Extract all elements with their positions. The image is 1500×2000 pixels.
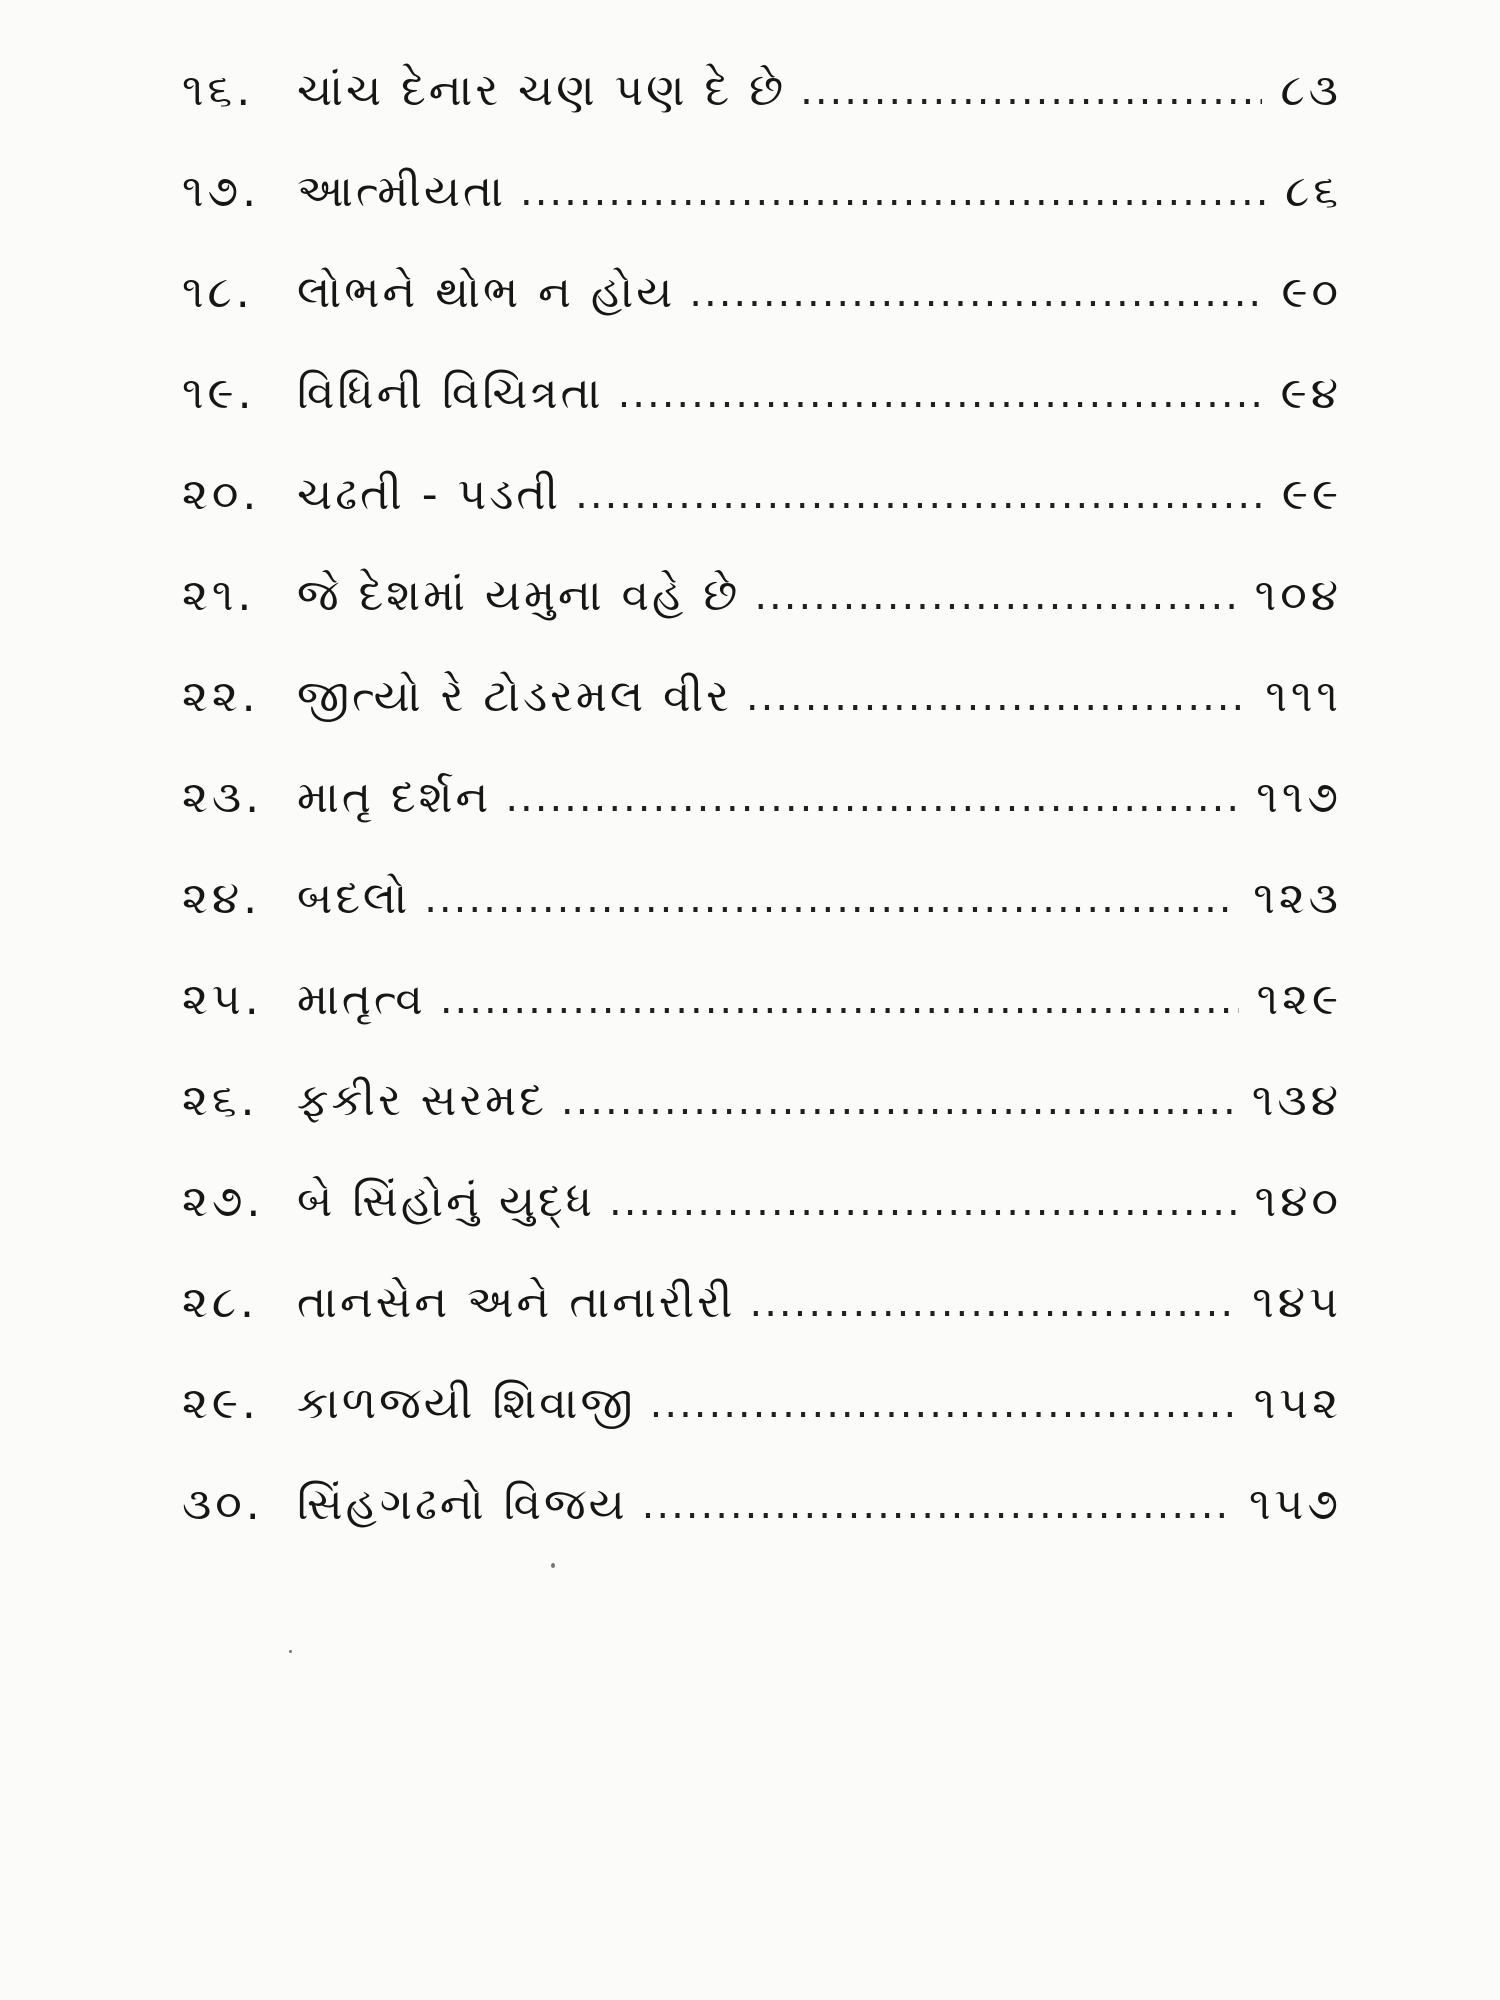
page-number: ૧૧૧ <box>1265 670 1342 722</box>
page-number: ૧૦૪ <box>1254 569 1342 621</box>
chapter-number: ૩૦. <box>182 1478 264 1530</box>
chapter-title: જે દેશમાં યમુના વહે છે <box>297 569 741 621</box>
dot-leader <box>746 677 1247 717</box>
page-number: ૯૦ <box>1281 266 1342 318</box>
scan-speck <box>289 1650 292 1653</box>
dot-leader <box>520 172 1267 212</box>
chapter-number: ૧૯. <box>182 367 256 419</box>
dot-leader <box>650 1384 1236 1424</box>
chapter-number: ૨૦. <box>182 468 261 520</box>
table-of-contents <box>182 40 1342 1555</box>
chapter-number: ૨૩. <box>182 771 264 823</box>
chapter-number: ૨૫. <box>182 973 263 1025</box>
chapter-title: ચાંચ દેનાર ચણ પણ દે છે <box>297 64 787 116</box>
page-number: ૧૫૭ <box>1248 1478 1342 1530</box>
page-number: ૧૪૫ <box>1252 1276 1342 1328</box>
dot-leader <box>618 374 1263 414</box>
dot-leader <box>800 71 1262 111</box>
chapter-title: લોભને થોભ ન હોય <box>297 266 676 318</box>
chapter-number: ૧૭. <box>182 165 261 217</box>
chapter-title: બે સિંહોનું યુદ્ધ <box>297 1175 595 1227</box>
chapter-number: ૨૮. <box>182 1276 259 1328</box>
toc-entry[interactable] <box>182 949 1342 1050</box>
dot-leader <box>689 273 1263 313</box>
page-number: ૧૩૪ <box>1251 1074 1342 1126</box>
page-number: ૧૧૭ <box>1256 771 1342 823</box>
page-number: ૧૨૯ <box>1256 973 1342 1025</box>
toc-entry[interactable] <box>182 1050 1342 1151</box>
dot-leader <box>609 1182 1237 1222</box>
chapter-title: બદલો <box>297 872 411 924</box>
chapter-number: ૨૯. <box>182 1377 260 1429</box>
page-number: ૯૪ <box>1280 367 1342 419</box>
chapter-number: ૧૮. <box>182 266 254 318</box>
chapter-title: ફકીર સરમદ <box>297 1074 547 1126</box>
toc-entry[interactable] <box>182 1252 1342 1353</box>
chapter-number: ૧૬. <box>182 64 255 116</box>
chapter-title: માતૃત્વ <box>297 973 426 1025</box>
chapter-title: જીત્યો રે ટોડરમલ વીર <box>297 670 732 722</box>
toc-entry[interactable] <box>182 343 1342 444</box>
chapter-title: માતૃ દર્શન <box>297 771 492 823</box>
chapter-title: તાનસેન અને તાનારીરી <box>297 1276 736 1328</box>
page-number: ૧૨૩ <box>1253 872 1342 924</box>
chapter-number: ૨૭. <box>182 1175 265 1227</box>
page-number: ૯૯ <box>1281 468 1342 520</box>
toc-entry[interactable] <box>182 545 1342 646</box>
chapter-number: ૨૨. <box>182 670 260 722</box>
toc-entry[interactable] <box>182 242 1342 343</box>
toc-entry[interactable] <box>182 1454 1342 1555</box>
toc-entry[interactable] <box>182 848 1342 949</box>
dot-leader <box>642 1485 1231 1525</box>
chapter-title: સિંહગઢનો વિજય <box>297 1478 628 1530</box>
dot-leader <box>561 1081 1234 1121</box>
page-number: ૧૪૦ <box>1254 1175 1342 1227</box>
dot-leader <box>575 475 1264 515</box>
dot-leader <box>754 576 1236 616</box>
toc-entry[interactable] <box>182 444 1342 545</box>
dot-leader <box>505 778 1238 818</box>
page-number: ૮૬ <box>1285 165 1342 217</box>
page-number: ૧૫૨ <box>1253 1377 1342 1429</box>
toc-entry[interactable] <box>182 646 1342 747</box>
page-number: ૮૩ <box>1280 64 1342 116</box>
chapter-title: આત્મીયતા <box>297 165 506 217</box>
chapter-title: વિધિની વિચિત્રતા <box>297 367 604 419</box>
toc-entry[interactable] <box>182 141 1342 242</box>
toc-entry[interactable] <box>182 40 1342 141</box>
dot-leader <box>440 980 1239 1020</box>
chapter-title: ચઢતી - પડતી <box>297 468 562 520</box>
dot-leader <box>750 1283 1235 1323</box>
scan-speck <box>551 1563 555 1568</box>
chapter-title: કાળજયી શિવાજી <box>297 1377 636 1429</box>
toc-entry[interactable] <box>182 1353 1342 1454</box>
toc-entry[interactable] <box>182 747 1342 848</box>
chapter-number: ૨૧. <box>182 569 256 621</box>
toc-entry[interactable] <box>182 1151 1342 1252</box>
chapter-number: ૨૪. <box>182 872 262 924</box>
dot-leader <box>424 879 1235 919</box>
chapter-number: ૨૬. <box>182 1074 259 1126</box>
